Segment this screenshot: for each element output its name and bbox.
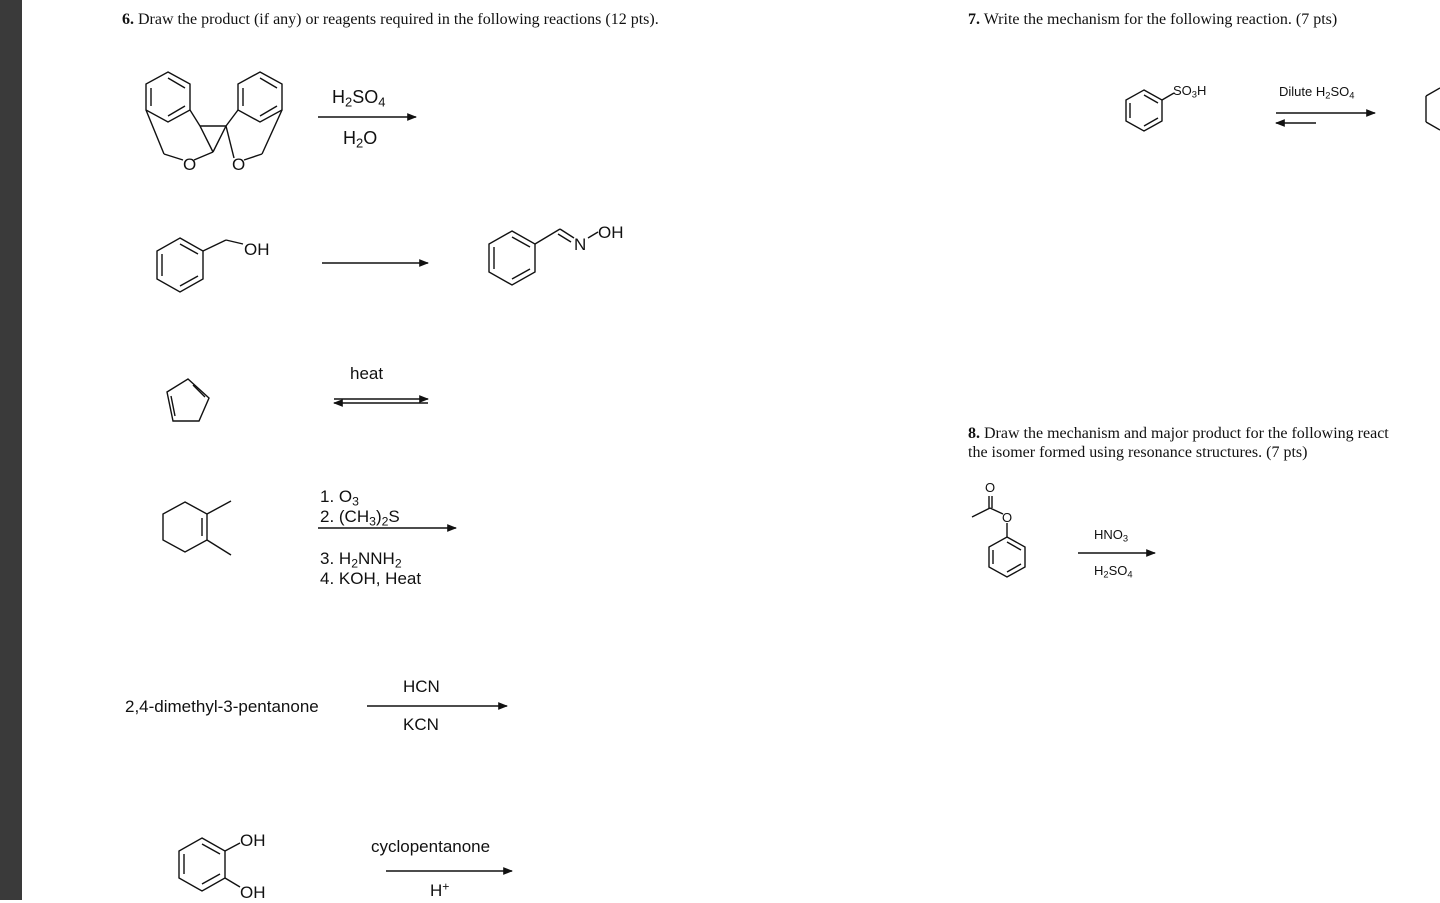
question-8-text-line1: Draw the mechanism and major product for the following react	[984, 425, 1389, 442]
reaction-4-step-4: 4. KOH, Heat	[320, 569, 422, 588]
reaction-3-condition: heat	[350, 364, 384, 383]
reaction-7-sulfonic-acid-label: $SO_3H$	[1173, 83, 1207, 100]
question-6-text: Draw the product (if any) or reagents required in the following reactions (12 pts).	[138, 11, 659, 28]
reaction-8-reagent-top: $HNO_3$	[1094, 527, 1129, 544]
reaction-7-product-structure-partial	[1426, 88, 1440, 130]
reaction-8-reactant-structure	[972, 496, 1025, 577]
reaction-5-reagent-top: HCN	[403, 677, 440, 696]
reaction-2-nitrogen-label: N	[574, 235, 587, 254]
reaction-5-reagent-bottom: KCN	[403, 715, 439, 734]
reaction-6-reagent-top: cyclopentanone	[371, 837, 491, 856]
question-8-text-line2: the isomer formed using resonance structures. (7 pts)	[968, 444, 1308, 461]
reaction-7-reactant-structure	[1126, 90, 1174, 131]
reaction-1-reactant-structure	[146, 72, 282, 160]
reaction-5-reactant-name: 2,4-dimethyl-3-pentanone	[125, 697, 319, 716]
reaction-6-hydroxyl-bottom: OH	[240, 883, 266, 902]
reaction-6-hydroxyl-top: OH	[240, 831, 266, 850]
reaction-2-reactant-structure	[157, 238, 243, 292]
reaction-4-step-2: 2. $(CH_3)_2S$	[320, 507, 400, 529]
reaction-3-reactant-structure	[167, 379, 209, 421]
question-6-number: 6.	[122, 11, 134, 28]
reaction-2-hydroxyl-label: OH	[244, 240, 270, 259]
question-8-number: 8.	[968, 425, 980, 442]
reaction-6-reagent-bottom: H+	[430, 879, 450, 900]
reaction-1-reagent-top: $H_2SO_4$	[332, 87, 386, 110]
reaction-1-ring-oxygen-2: O	[232, 155, 246, 174]
reaction-1-reagent-bottom: $H_2O$	[343, 128, 378, 151]
reaction-8-reagent-bottom: $H_2SO_4$	[1094, 563, 1133, 580]
reaction-1-ring-oxygen-1: O	[183, 155, 197, 174]
reaction-4-reactant-structure	[163, 501, 231, 555]
reaction-8-carbonyl-oxygen: O	[985, 480, 996, 495]
reaction-4-step-1: 1. $O_3$	[320, 487, 359, 509]
reaction-3-equilibrium-arrows	[334, 399, 428, 403]
reaction-8-ester-oxygen: O	[1002, 510, 1013, 525]
question-7-text: Write the mechanism for the following reaction. (7 pts)	[983, 11, 1338, 28]
reaction-7-equilibrium-arrows	[1276, 113, 1375, 123]
reaction-2-oxime-hydroxyl-label: OH	[598, 223, 624, 242]
reaction-6-reactant-structure	[179, 838, 240, 891]
reaction-4-step-3: 3. $H_2NNH_2$	[320, 549, 402, 571]
question-7-number: 7.	[968, 11, 980, 28]
reaction-7-condition: Dilute $H_2SO_4$	[1279, 84, 1355, 101]
